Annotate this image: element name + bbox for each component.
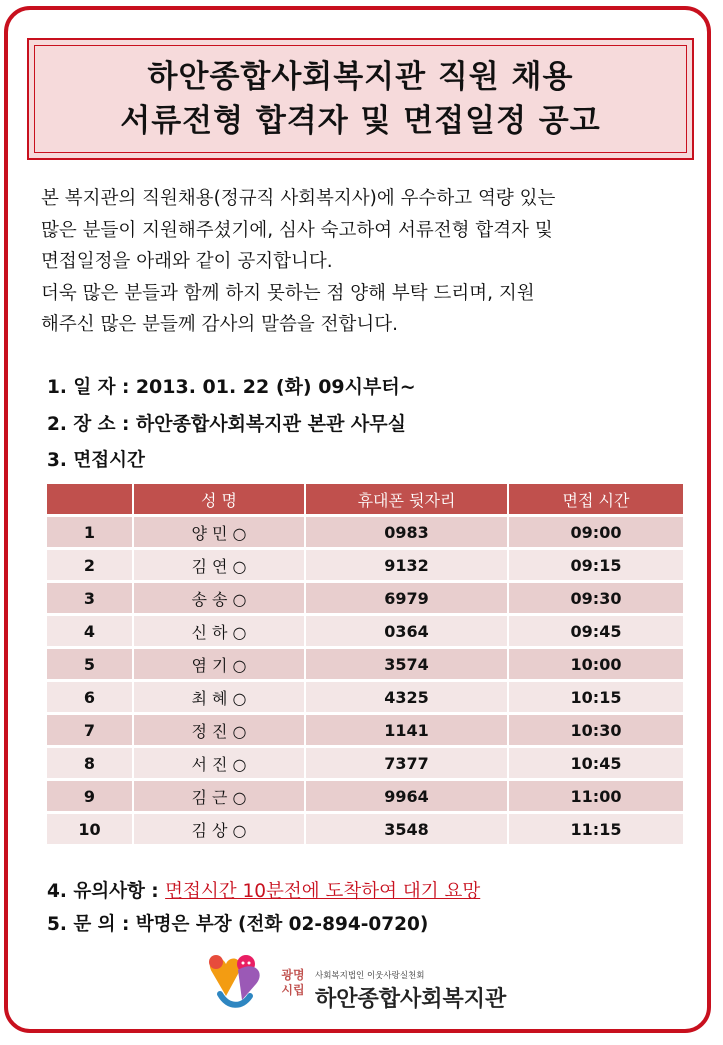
row-number: 2	[47, 550, 134, 580]
header-number	[47, 484, 134, 514]
row-time: 09:15	[509, 550, 683, 580]
row-phone: 7377	[306, 748, 509, 778]
row-phone: 0983	[306, 517, 509, 547]
row-phone: 3574	[306, 649, 509, 679]
heart-people-icon	[202, 950, 272, 1016]
row-name: 최 혜 ○	[134, 682, 306, 712]
row-phone: 9132	[306, 550, 509, 580]
row-phone: 9964	[306, 781, 509, 811]
row-name: 정 진 ○	[134, 715, 306, 745]
row-phone: 4325	[306, 682, 509, 712]
table-row	[47, 748, 683, 778]
row-number: 9	[47, 781, 134, 811]
row-phone: 0364	[306, 616, 509, 646]
row-phone: 1141	[306, 715, 509, 745]
info-place	[47, 409, 406, 436]
row-time: 09:00	[509, 517, 683, 547]
row-number: 6	[47, 682, 134, 712]
row-time: 11:00	[509, 781, 683, 811]
intro-paragraph	[41, 183, 691, 341]
table-row	[47, 583, 683, 613]
notice-label: 4. 유의사항 :	[47, 881, 166, 902]
intro-line: 더욱 많은 분들과 함께 하지 못하는 점 양해 부탁 드리며, 지원	[41, 282, 535, 304]
row-time: 09:45	[509, 616, 683, 646]
row-number: 4	[47, 616, 134, 646]
header-phone: 휴대폰 뒷자리	[306, 484, 509, 514]
contact-line: 5. 문 의 : 박명은 부장 (전화 02-894-0720)	[47, 914, 429, 935]
center-logo	[202, 950, 542, 1016]
row-time: 09:30	[509, 583, 683, 613]
row-name: 김 근 ○	[134, 781, 306, 811]
notice-line	[47, 877, 480, 903]
title-inner-border	[34, 45, 687, 153]
row-number: 5	[47, 649, 134, 679]
intro-line: 많은 분들이 지원해주셨기에, 심사 숙고하여 서류전형 합격자 및	[41, 219, 553, 241]
info-date-label: 1. 일 자 :	[47, 377, 136, 398]
row-time: 10:15	[509, 682, 683, 712]
info-place-value: 하안종합사회복지관 본관 사무실	[135, 413, 406, 435]
title-box	[27, 38, 694, 160]
table-row	[47, 649, 683, 679]
title-line-1: 하안종합사회복지관 직원 채용	[147, 59, 574, 95]
intro-line: 면접일정을 아래와 같이 공지합니다.	[41, 251, 333, 272]
logo-vertical-text: 광명 시립	[281, 968, 305, 997]
row-number: 10	[47, 814, 134, 844]
row-name: 염 기 ○	[134, 649, 306, 679]
row-name: 양 민 ○	[134, 517, 306, 547]
logo-name: 하안종합사회복지관	[315, 987, 507, 1012]
info-date	[47, 372, 416, 399]
info-date-value: 2013. 01. 22 (화) 09시부터~	[135, 376, 416, 398]
header-time: 면접 시간	[509, 484, 683, 514]
row-name: 신 하 ○	[134, 616, 306, 646]
row-number: 3	[47, 583, 134, 613]
table-row	[47, 550, 683, 580]
title-line-2: 서류전형 합격자 및 면접일정 공고	[120, 103, 601, 139]
logo-small-text: 사회복지법인 이웃사랑실천회	[315, 971, 425, 981]
row-time: 10:00	[509, 649, 683, 679]
info-time-heading: 3. 면접시간	[47, 450, 145, 471]
row-time: 10:45	[509, 748, 683, 778]
header-name: 성 명	[134, 484, 306, 514]
info-place-label: 2. 장 소 :	[47, 414, 136, 435]
table-header-row	[47, 484, 683, 514]
notice-value: 면접시간 10분전에 도착하여 대기 요망	[165, 881, 481, 902]
interview-table	[47, 481, 683, 847]
row-name: 송 송 ○	[134, 583, 306, 613]
row-time: 10:30	[509, 715, 683, 745]
table-row	[47, 517, 683, 547]
table-row	[47, 715, 683, 745]
table-row	[47, 781, 683, 811]
row-number: 1	[47, 517, 134, 547]
intro-line: 해주신 많은 분들께 감사의 말씀을 전합니다.	[41, 314, 398, 335]
row-time: 11:15	[509, 814, 683, 844]
table-row	[47, 616, 683, 646]
row-number: 7	[47, 715, 134, 745]
table-row	[47, 814, 683, 844]
table-row	[47, 682, 683, 712]
row-number: 8	[47, 748, 134, 778]
row-name: 서 진 ○	[134, 748, 306, 778]
row-name: 김 연 ○	[134, 550, 306, 580]
row-name: 김 상 ○	[134, 814, 306, 844]
row-phone: 3548	[306, 814, 509, 844]
intro-line: 본 복지관의 직원채용(정규직 사회복지사)에 우수하고 역량 있는	[41, 188, 556, 209]
table-body	[47, 517, 683, 844]
row-phone: 6979	[306, 583, 509, 613]
